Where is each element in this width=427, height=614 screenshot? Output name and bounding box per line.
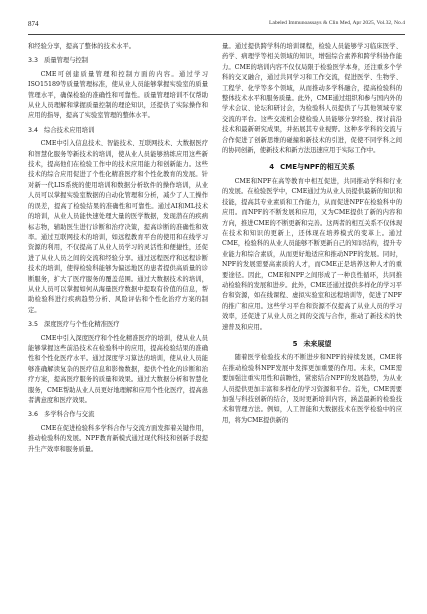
heading-number: 4 (269, 163, 275, 172)
section-heading (222, 162, 402, 172)
body-paragraph: 随着医学检验技术的不断进步和NPF的持续发展，CME将在推动检验科NPF发展中发挥更加重要的作用。未来，CME需要加强注重实用性和前瞻性，紧密结合NPF的发展趋势，为从业人员提供更加丰富和多样化的学习资源和平台。首先，CME需要加强与科技创新的结合，及时更新培训内容，涵盖最新的检验技术和管理方法。例如，人工智能和大数据技术在医学检验中的应用，将为CME提供新的 (222, 354, 402, 424)
page-number: 874 (28, 20, 39, 28)
body-paragraph: CME中引入信息技术、智能技术、互联网技术、大数据医疗和智慧化服务等新技术的培训，使从业人员能够熟练应用这些新技术，提高他们在检验工作中的技术应用能力和创新能力。这些技术的综合应用促进了个性化精准医疗和个性化教育的发展。针对新一代LIS系统的使用培训和数据分析软件的操作培训，从业人员可以掌握实验室数据的自动化管理和分析，减少了人工操作的误差，提高了检验结果的准确性和可靠性。通过AI和ML技术的培训，从业人员能快速处理大量的医学数据，发现潜在的疾病标志物，辅助医生进行诊断和治疗决策，提高诊断的准确性和效率。通过互联网技术的培训，如远程教育平台的使用和在线学习资源的利用，不仅提高了从业人员学习的灵活性和便捷性，还促进了从业人员之间的交流和经验分享。通过远程医疗和远程诊断技术的培训，使得检验科能够为偏远地区的患者提供高质量的诊断服务，扩大了医疗服务的覆盖范围。通过大数据技术的培训，从业人员可以掌握如何从海量医疗数据中提取有价值的信息，帮助检验科进行疾病趋势分析、风险评估和个性化治疗方案的制定。 (28, 140, 208, 314)
heading-title: 深度医疗与个性化精准医疗 (44, 321, 120, 329)
section-heading (222, 339, 402, 349)
body-paragraph: CME中引入深度医疗和个性化精准医疗的培训，使从业人员能够掌握这些前沿技术在检验科中的应用，提高检验结果的准确性和个性化医疗水平。通过深度学习算法的培训，使从业人员能够准确解读复杂的医疗信息和影像数据，提供个性化的诊断和治疗方案，提高医疗服务的质量和效果。通过大数据分析和智慧化服务，CME帮助从业人员更好地理解和应用个性化医疗，提高患者满意度和医疗效果。 (28, 334, 208, 404)
heading-number: 3.5 (28, 321, 39, 329)
body-paragraph: CME可创建质量管理和控制方面的内容。通过学习ISO15189等质量管理标准，使从业人员能够掌握实验室的质量管理水平，确保检验的准确性和可靠性。质量管理培训不仅帮助从业人员理解和掌握质量控制的理论知识，还提供了实际操作和应用的指导，提高了实验室管理的整体水平。 (28, 70, 208, 120)
running-head: Labeled Immunoassays & Clin Med, Apr 2025, Vol.32, No.4 (268, 20, 405, 26)
heading-title: 未来展望 (303, 339, 332, 348)
heading-number: 3.6 (28, 411, 39, 419)
left-column (28, 42, 208, 600)
body-paragraph: CME在促进检验科多学科合作与交流方面发挥着关键作用，推动检验科的发展。NPF教育新模式通过现代科技和创新手段提升生产效率和服务质量。 (28, 424, 208, 453)
header-rule (28, 34, 405, 35)
body-paragraph: 和经验分享，提高了整体的技术水平。 (28, 43, 136, 50)
right-column (222, 42, 402, 600)
heading-title: 质量管理与控制 (44, 57, 89, 65)
heading-title: 多学科合作与交流 (44, 411, 95, 419)
heading-number: 3.4 (28, 126, 39, 134)
subsection-heading (28, 126, 208, 136)
heading-title: CME与NPF的相互关系 (280, 163, 355, 172)
heading-number: 3.3 (28, 57, 39, 65)
subsection-heading (28, 410, 208, 420)
page-header (0, 20, 427, 34)
body-paragraph: CME和NPF在高等教育中相互促进，共同推动学科和行业的发展。在检验医学中，CME通过为从业人员提供最新的知识和技能，提高其专业素质和工作能力，从而促进NPF在检验科中的应用。而NPF的不断发展和应用，又为CME提供了新的内容和方向，推进CME的不断更新和完善。这两者的相互关系不仅体现在技术和知识的更新上，还体现在培养模式的变革上。通过CME，检验科的从业人员能够不断更新自己的知识结构，提升专业能力和综合素质，从而更好地适应和推动NPF的发展。同时，NPF的发展需要高素质的人才，而CME正是培养这种人才的重要途径。因此，CME和NPF之间形成了一种良性循环，共同推动检验科的发展和进步。此外，CME还通过提供多样化的学习平台和资源，如在线课程、虚拟实验室和远程培训等，促进了NPF的推广和应用。这些学习平台和资源不仅提高了从业人员的学习效率，还促进了从业人员之间的交流与合作，推动了新技术的快速普及和应用。 (222, 177, 402, 331)
heading-title: 综合技术应用培训 (44, 126, 95, 134)
subsection-heading (28, 320, 208, 330)
heading-number: 5 (292, 339, 298, 348)
subsection-heading (28, 56, 208, 66)
body-paragraph: 量。通过提供跨学科的培训课程，检验人员能够学习临床医学、药学、病理学等相关领域的知识，增强综合素养和跨学科协作能力。CME的培训内容不仅仅局限于检验医学本身，还注重多个学科的交叉融合，通过共同学习和工作交流，促进医学、生物学、工程学、化学等多个领域，从而推动多学科融合，提高检验科的整体技术水平和服务质量。此外，CME通过组织和参与国内外的学术会议、论坛和研讨会，为检验科人员提供了与其他领域专家交流的平台。这些交流机会使检验人员能够分享经验、探讨前沿技术和最新研究成果，并拓展其专业视野。这种多学科的交流与合作促进了创新思维的碰撞和新技术的引进，促使不同学科之间的协同创新，使新技术和新方法迅速应用于实际工作中。 (222, 43, 402, 155)
